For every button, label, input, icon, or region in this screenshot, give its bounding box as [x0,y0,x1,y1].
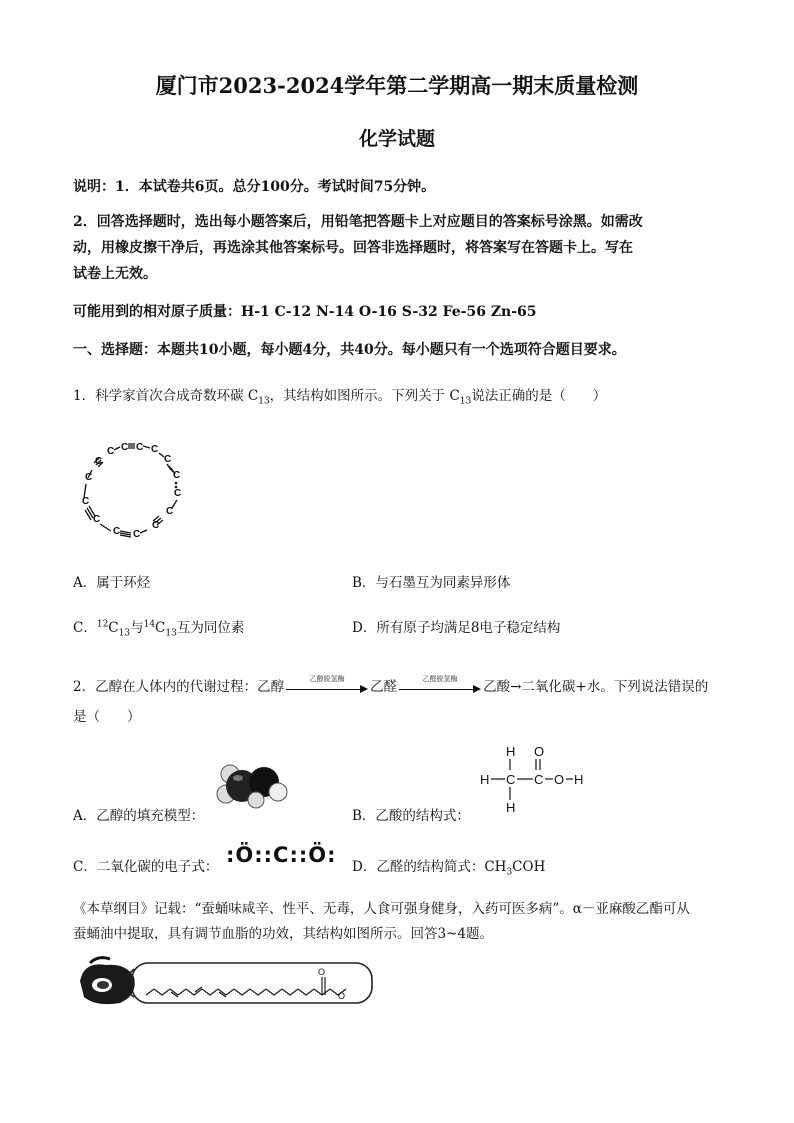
q2-option-d: D．乙醛的结构简式：$CH_3COH$ [352,859,546,878]
svg-text:C: C [173,470,181,481]
reaction-arrow-1: 乙醇脱氢酶 [286,681,368,695]
svg-text:C: C [534,772,544,787]
q1-option-c: C．$^{12}C_{13}$与$^{14}C_{13}$互为同位素 [73,619,245,639]
svg-text:C: C [113,526,121,537]
passage-line-2: 蚕蛹油中提取，具有调节血脂的功效，其结构如图所示。回答3~4题。 [73,926,493,942]
svg-text:O: O [318,967,326,977]
svg-text:O: O [534,744,545,759]
svg-text:C: C [152,520,160,531]
svg-text:C: C [151,444,159,455]
svg-text:C: C [93,514,101,525]
q2-option-b: B．乙酸的结构式： [352,808,470,824]
svg-text:C: C [136,442,144,453]
c13-ring-figure [73,436,191,544]
page-title: 厦门市2023-2024学年第二学期高一期末质量检测 [155,73,639,98]
linolenic-ester-structure-figure [76,955,376,1011]
section-heading: 一、选择题：本题共10小题，每小题4分，共40分。每小题只有一个选项符合题目要求。 [73,342,626,358]
svg-text:H: H [480,772,490,787]
q2-option-c: C．二氧化碳的电子式： [73,859,219,875]
svg-text:H: H [506,800,516,814]
page-subtitle: 化学试题 [358,128,435,150]
svg-text:C: C [85,472,93,483]
svg-text:C: C [174,488,182,499]
instruction-line-2b: 动，用橡皮擦干净后，再选涂其他答案标号。回答非选择题时，将答案写在答题卡上。写在 [73,240,633,256]
instruction-line-2a: 2．回答选择题时，选出每小题答案后，用铅笔把答题卡上对应题目的答案标号涂黑。如需改 [73,214,643,230]
svg-text:H: H [506,744,516,759]
svg-text:C: C [164,454,172,465]
svg-text:C: C [506,772,516,787]
q1-option-d: D．所有原子均满足8电子稳定结构 [352,620,561,636]
svg-text:C: C [107,446,115,457]
svg-text:O: O [338,991,346,1001]
svg-text:C: C [95,456,103,467]
atomic-mass-line: 可能用到的相对原子质量：H-1 C-12 N-14 O-16 S-32 Fe-56 Zn-65 [73,304,537,320]
co2-electron-formula: :Ö::C::Ö: [226,843,337,867]
instruction-line-1: 说明：1．本试卷共6页。总分100分。考试时间75分钟。 [73,179,436,195]
svg-text:C: C [82,496,90,507]
instruction-line-2c: 试卷上无效。 [73,266,157,282]
question-2-stem: 2．乙醇在人体内的代谢过程：乙醇 乙醇脱氢酶 乙醛 乙醛脱氢酶 乙酸→二氧化碳+水。下列说法错误的 [73,674,709,695]
svg-text:H: H [574,772,584,787]
passage-line-1: 《本草纲目》记载：“蚕蛹味咸辛、性平、无毒，人食可强身健身，入药可医多病”。α－亚麻酸乙酯可从 [73,901,690,917]
question-2-stem-2: 是（ ） [73,709,141,725]
q1-option-b: B．与石墨互为同素异形体 [352,575,511,591]
acetic-acid-structural-formula [476,742,586,814]
ethanol-space-filling-model [212,760,292,810]
svg-text:O: O [554,772,565,787]
q2-option-a: A．乙醇的填充模型： [73,808,205,824]
question-1-stem: 1．科学家首次合成奇数环碳 $C_{13}$，其结构如图所示。下列关于 $C_{13}$说法正确的是（ ） [73,388,607,407]
svg-text:C: C [166,506,174,517]
svg-text:C: C [121,442,129,453]
q1-option-a: A．属于环烃 [73,575,151,591]
svg-text:C: C [133,529,141,540]
reaction-arrow-2: 乙醛脱氢酶 [399,681,481,695]
